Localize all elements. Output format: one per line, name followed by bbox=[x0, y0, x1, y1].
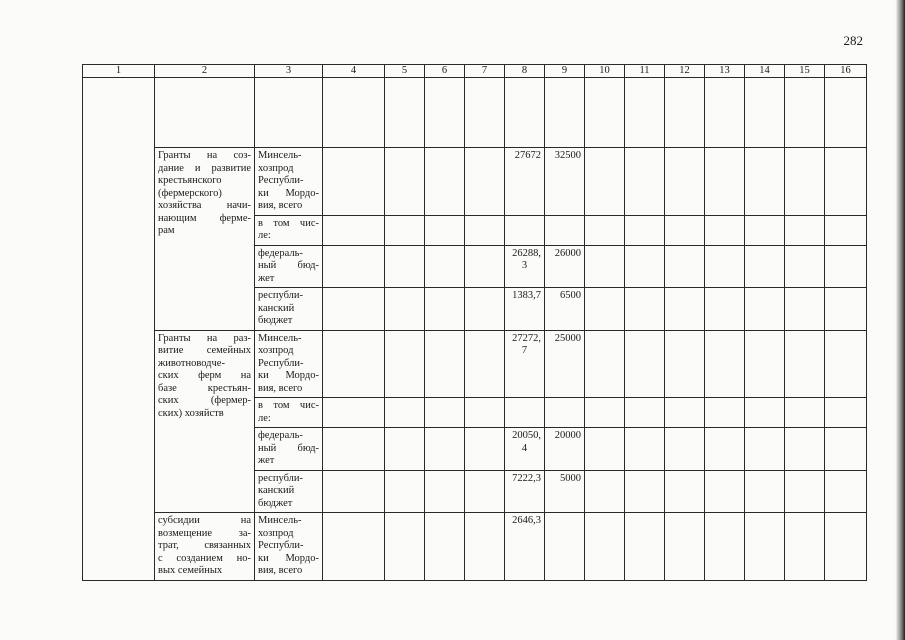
measure-name: Гранты на соз- дание и развитие крестьянского (фермерского) хозяйства начи- нающим ферме- рам bbox=[158, 150, 251, 236]
value-cell-col-12 bbox=[665, 245, 705, 288]
value-cell-col-5 bbox=[385, 398, 425, 428]
amount-value: 26000 bbox=[554, 247, 581, 259]
table-cell bbox=[545, 78, 585, 148]
amount-value: 7222,3 bbox=[512, 472, 541, 484]
value-cell-col-6 bbox=[425, 513, 465, 581]
value-cell-col-6 bbox=[425, 470, 465, 513]
table-row bbox=[83, 330, 867, 398]
measure-name: субсидии на возмещение за- трат, связанных с созданием но- вых семейных bbox=[158, 515, 251, 576]
value-cell-col-8 bbox=[505, 398, 545, 428]
amount-value: 27672 bbox=[514, 150, 541, 161]
value-cell-col-15 bbox=[785, 215, 825, 245]
amount-value: 32500 bbox=[554, 150, 581, 161]
value-cell-col-10 bbox=[585, 330, 625, 398]
value-cell-col-15 bbox=[785, 245, 825, 288]
value-cell-col-6 bbox=[425, 330, 465, 398]
value-cell-col-8 bbox=[505, 245, 545, 288]
value-cell-col-11 bbox=[625, 428, 665, 471]
column-number: 4 bbox=[323, 65, 385, 78]
value-cell-col-16 bbox=[825, 513, 867, 581]
value-cell-col-4 bbox=[323, 398, 385, 428]
value-cell-col-14 bbox=[745, 288, 785, 331]
value-cell-col-15 bbox=[785, 513, 825, 581]
column-number: 6 bbox=[425, 65, 465, 78]
value-cell-col-5 bbox=[385, 245, 425, 288]
table-cell bbox=[785, 78, 825, 148]
value-cell-col-12 bbox=[665, 428, 705, 471]
value-cell-col-4 bbox=[323, 428, 385, 471]
value-cell-col-15 bbox=[785, 330, 825, 398]
value-cell-col-10 bbox=[585, 470, 625, 513]
amount-value: 27272, bbox=[512, 332, 541, 344]
value-cell-col-11 bbox=[625, 215, 665, 245]
value-cell-col-13 bbox=[705, 288, 745, 331]
table-cell bbox=[83, 78, 155, 581]
executor-name: Минсель- хозпрод Республи- ки Мордо- вия, всего bbox=[258, 150, 319, 211]
value-cell-col-12 bbox=[665, 470, 705, 513]
value-cell-col-14 bbox=[745, 428, 785, 471]
table-cell bbox=[385, 78, 425, 148]
value-cell-col-12 bbox=[665, 288, 705, 331]
table-cell bbox=[665, 78, 705, 148]
value-cell-col-16 bbox=[825, 148, 867, 216]
value-cell-col-7 bbox=[465, 470, 505, 513]
column-number: 8 bbox=[505, 65, 545, 78]
value-cell-col-13 bbox=[705, 398, 745, 428]
value-cell-col-4 bbox=[323, 330, 385, 398]
scan-shadow bbox=[881, 0, 905, 640]
amount-value: 6500 bbox=[560, 290, 581, 301]
amount-value: 20000 bbox=[554, 430, 581, 441]
value-cell-col-15 bbox=[785, 428, 825, 471]
value-cell-col-15 bbox=[785, 470, 825, 513]
value-cell-col-13 bbox=[705, 330, 745, 398]
table-cell bbox=[323, 78, 385, 148]
value-cell-col-14 bbox=[745, 398, 785, 428]
column-number: 5 bbox=[385, 65, 425, 78]
column-number: 3 bbox=[255, 65, 323, 78]
table-cell bbox=[625, 78, 665, 148]
table-cell bbox=[425, 78, 465, 148]
measure-name-cell bbox=[155, 330, 255, 513]
executor-cell bbox=[255, 215, 323, 245]
table-cell bbox=[705, 78, 745, 148]
value-cell-col-12 bbox=[665, 398, 705, 428]
column-number: 12 bbox=[665, 65, 705, 78]
value-cell-col-9 bbox=[545, 398, 585, 428]
measure-name-cell bbox=[155, 513, 255, 581]
value-cell-col-9 bbox=[545, 330, 585, 398]
column-number: 9 bbox=[545, 65, 585, 78]
value-cell-col-6 bbox=[425, 288, 465, 331]
value-cell-col-9 bbox=[545, 470, 585, 513]
value-cell-col-11 bbox=[625, 513, 665, 581]
value-cell-col-8 bbox=[505, 470, 545, 513]
value-cell-col-12 bbox=[665, 513, 705, 581]
value-cell-col-12 bbox=[665, 148, 705, 216]
amount-value: 3 bbox=[521, 260, 528, 271]
amount-value: 20050, bbox=[512, 430, 541, 441]
executor-name: республи- канский бюджет bbox=[258, 290, 303, 326]
value-cell-col-4 bbox=[323, 513, 385, 581]
value-cell-col-4 bbox=[323, 470, 385, 513]
table-cell bbox=[255, 78, 323, 148]
value-cell-col-8 bbox=[505, 215, 545, 245]
value-cell-col-10 bbox=[585, 288, 625, 331]
value-cell-col-6 bbox=[425, 398, 465, 428]
value-cell-col-10 bbox=[585, 148, 625, 216]
executor-name: федераль- ный бюд- жет bbox=[258, 430, 319, 466]
value-cell-col-9 bbox=[545, 513, 585, 581]
value-cell-col-5 bbox=[385, 513, 425, 581]
column-number: 13 bbox=[705, 65, 745, 78]
value-cell-col-14 bbox=[745, 470, 785, 513]
value-cell-col-13 bbox=[705, 470, 745, 513]
value-cell-col-16 bbox=[825, 428, 867, 471]
value-cell-col-8 bbox=[505, 428, 545, 471]
value-cell-col-9 bbox=[545, 245, 585, 288]
executor-name: республи- канский бюджет bbox=[258, 472, 303, 509]
table-row bbox=[83, 148, 867, 216]
value-cell-col-6 bbox=[425, 148, 465, 216]
value-cell-col-5 bbox=[385, 428, 425, 471]
value-cell-col-15 bbox=[785, 148, 825, 216]
column-number: 1 bbox=[83, 65, 155, 78]
executor-name: Минсель- хозпрод Республи- ки Мордо- вия, всего bbox=[258, 515, 319, 576]
value-cell-col-13 bbox=[705, 513, 745, 581]
value-cell-col-14 bbox=[745, 148, 785, 216]
column-number: 15 bbox=[785, 65, 825, 78]
value-cell-col-5 bbox=[385, 215, 425, 245]
value-cell-col-16 bbox=[825, 330, 867, 398]
amount-value: 26288, bbox=[512, 247, 541, 259]
value-cell-col-13 bbox=[705, 148, 745, 216]
value-cell-col-7 bbox=[465, 288, 505, 331]
value-cell-col-7 bbox=[465, 215, 505, 245]
table-cell bbox=[745, 78, 785, 148]
value-cell-col-8 bbox=[505, 330, 545, 398]
value-cell-col-10 bbox=[585, 398, 625, 428]
table-cell bbox=[505, 78, 545, 148]
column-number: 2 bbox=[155, 65, 255, 78]
value-cell-col-16 bbox=[825, 215, 867, 245]
measure-name-cell bbox=[155, 148, 255, 331]
column-number-row bbox=[83, 65, 867, 78]
value-cell-col-10 bbox=[585, 245, 625, 288]
executor-cell bbox=[255, 330, 323, 398]
value-cell-col-16 bbox=[825, 245, 867, 288]
executor-cell bbox=[255, 513, 323, 581]
value-cell-col-14 bbox=[745, 215, 785, 245]
executor-cell bbox=[255, 470, 323, 513]
amount-value: 25000 bbox=[554, 332, 581, 344]
value-cell-col-10 bbox=[585, 428, 625, 471]
column-number: 10 bbox=[585, 65, 625, 78]
table-row bbox=[83, 513, 867, 581]
executor-cell bbox=[255, 288, 323, 331]
executor-cell bbox=[255, 148, 323, 216]
value-cell-col-11 bbox=[625, 330, 665, 398]
program-table bbox=[82, 64, 867, 581]
value-cell-col-6 bbox=[425, 215, 465, 245]
table-cell bbox=[155, 78, 255, 148]
value-cell-col-5 bbox=[385, 470, 425, 513]
value-cell-col-5 bbox=[385, 330, 425, 398]
value-cell-col-7 bbox=[465, 398, 505, 428]
value-cell-col-7 bbox=[465, 513, 505, 581]
value-cell-col-12 bbox=[665, 215, 705, 245]
value-cell-col-6 bbox=[425, 245, 465, 288]
value-cell-col-11 bbox=[625, 245, 665, 288]
value-cell-col-15 bbox=[785, 398, 825, 428]
empty-row bbox=[83, 78, 867, 148]
value-cell-col-12 bbox=[665, 330, 705, 398]
value-cell-col-7 bbox=[465, 245, 505, 288]
executor-cell bbox=[255, 398, 323, 428]
value-cell-col-15 bbox=[785, 288, 825, 331]
value-cell-col-13 bbox=[705, 428, 745, 471]
executor-name: в том чис- ле: bbox=[258, 400, 319, 424]
value-cell-col-6 bbox=[425, 428, 465, 471]
value-cell-col-9 bbox=[545, 288, 585, 331]
amount-value: 2646,3 bbox=[512, 515, 541, 526]
value-cell-col-16 bbox=[825, 398, 867, 428]
table-cell bbox=[585, 78, 625, 148]
value-cell-col-4 bbox=[323, 148, 385, 216]
executor-name: в том чис- ле: bbox=[258, 217, 319, 241]
executor-name: Минсель- хозпрод Республи- ки Мордо- вия, всего bbox=[258, 332, 319, 394]
value-cell-col-11 bbox=[625, 288, 665, 331]
amount-value: 7 bbox=[521, 345, 528, 356]
amount-value: 4 bbox=[521, 442, 528, 454]
value-cell-col-9 bbox=[545, 428, 585, 471]
value-cell-col-9 bbox=[545, 148, 585, 216]
value-cell-col-10 bbox=[585, 215, 625, 245]
table-cell bbox=[465, 78, 505, 148]
value-cell-col-5 bbox=[385, 288, 425, 331]
value-cell-col-8 bbox=[505, 288, 545, 331]
value-cell-col-7 bbox=[465, 148, 505, 216]
executor-cell bbox=[255, 428, 323, 471]
value-cell-col-13 bbox=[705, 245, 745, 288]
value-cell-col-10 bbox=[585, 513, 625, 581]
executor-name: федераль- ный бюд- жет bbox=[258, 247, 319, 284]
value-cell-col-5 bbox=[385, 148, 425, 216]
column-number: 16 bbox=[825, 65, 867, 78]
value-cell-col-4 bbox=[323, 288, 385, 331]
column-number: 14 bbox=[745, 65, 785, 78]
value-cell-col-16 bbox=[825, 470, 867, 513]
value-cell-col-11 bbox=[625, 470, 665, 513]
value-cell-col-8 bbox=[505, 148, 545, 216]
column-number: 7 bbox=[465, 65, 505, 78]
value-cell-col-14 bbox=[745, 245, 785, 288]
value-cell-col-4 bbox=[323, 215, 385, 245]
value-cell-col-7 bbox=[465, 428, 505, 471]
value-cell-col-16 bbox=[825, 288, 867, 331]
value-cell-col-11 bbox=[625, 148, 665, 216]
column-number: 11 bbox=[625, 65, 665, 78]
table-cell bbox=[825, 78, 867, 148]
value-cell-col-4 bbox=[323, 245, 385, 288]
value-cell-col-11 bbox=[625, 398, 665, 428]
value-cell-col-13 bbox=[705, 215, 745, 245]
value-cell-col-8 bbox=[505, 513, 545, 581]
value-cell-col-14 bbox=[745, 513, 785, 581]
amount-value: 5000 bbox=[560, 472, 581, 484]
value-cell-col-14 bbox=[745, 330, 785, 398]
value-cell-col-7 bbox=[465, 330, 505, 398]
executor-cell bbox=[255, 245, 323, 288]
measure-name: Гранты на раз- витие семейных животноводче- ских ферм на базе крестьян- ских (фермер- ских) хозяйств bbox=[158, 332, 251, 419]
page-number: 282 bbox=[843, 33, 863, 48]
value-cell-col-9 bbox=[545, 215, 585, 245]
amount-value: 1383,7 bbox=[512, 290, 541, 301]
